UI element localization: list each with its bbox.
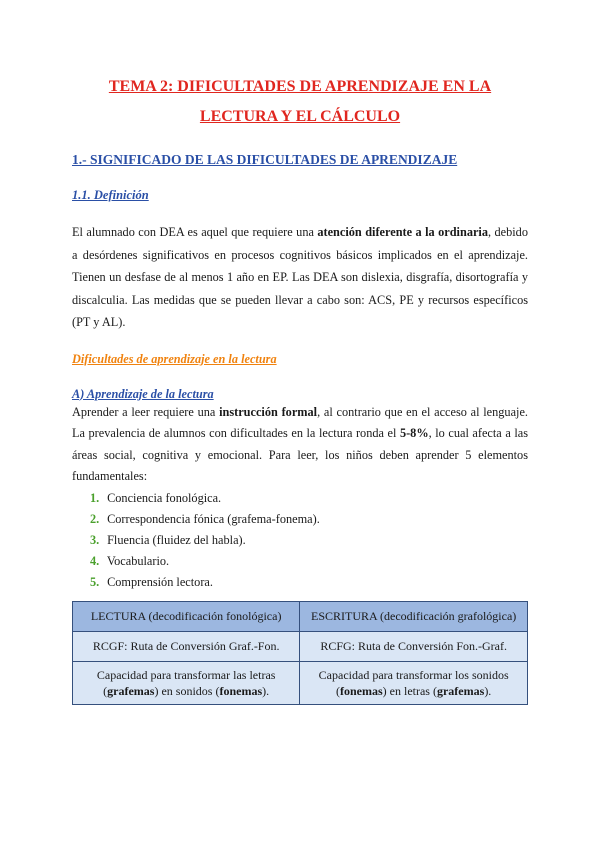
document-title bbox=[72, 72, 528, 132]
list-number: 2. bbox=[90, 511, 100, 526]
list-text: Correspondencia fónica (grafema-fonema). bbox=[107, 511, 320, 526]
title-line-2: LECTURA Y EL CÁLCULO bbox=[199, 108, 401, 125]
document-page bbox=[72, 72, 528, 705]
list-item bbox=[90, 488, 528, 509]
reading-text-3: , lo cual afecta a las áreas social, cognitiva y emocional. Para leer, los niños deben aprender 5 elementos fundamentales: bbox=[72, 426, 528, 483]
table-header-row bbox=[73, 601, 528, 631]
reading-difficulties-heading: Dificultades de aprendizaje en la lectura bbox=[72, 351, 277, 366]
cell-text: ) en sonidos ( bbox=[154, 683, 220, 698]
reading-text-2: , al contrario que en el acceso al lenguaje. La prevalencia de alumnos con dificultades en la lectura ronda el bbox=[72, 404, 528, 440]
title-line-1: TEMA 2: DIFICULTADES DE APRENDIZAJE EN LA bbox=[108, 78, 492, 95]
subsection-a-title: A) Aprendizaje de la lectura bbox=[72, 386, 214, 401]
table-row bbox=[73, 661, 528, 704]
list-text: Conciencia fonológica. bbox=[107, 490, 222, 505]
cell-text: ) en letras ( bbox=[382, 683, 437, 698]
cell-bold: grafemas bbox=[436, 683, 485, 698]
list-number: 1. bbox=[90, 490, 100, 505]
subsection-1-1-title: 1.1. Definición bbox=[72, 188, 149, 202]
cell-bold: grafemas bbox=[107, 683, 155, 698]
cell-text: ). bbox=[484, 683, 492, 698]
table-header-writing: ESCRITURA (decodificación grafológica) bbox=[300, 601, 528, 631]
list-text: Comprensión lectora. bbox=[107, 574, 213, 589]
reading-paragraph bbox=[72, 402, 528, 488]
table-cell-reading-capacity bbox=[73, 661, 300, 704]
section-1-title: 1.- SIGNIFICADO DE LAS DIFICULTADES DE APRENDIZAJE bbox=[72, 152, 458, 167]
list-text: Vocabulario. bbox=[106, 553, 170, 568]
reading-text-1: Aprender a leer requiere una bbox=[72, 404, 220, 419]
list-item bbox=[90, 551, 528, 572]
definition-bold-1: atención diferente a la ordinaria bbox=[317, 225, 488, 239]
cell-text: ). bbox=[262, 683, 270, 698]
reading-bold-2: 5-8% bbox=[399, 426, 429, 440]
reading-elements-list bbox=[72, 488, 528, 593]
list-item bbox=[90, 530, 528, 551]
reading-bold-1: instrucción formal bbox=[219, 404, 318, 419]
list-number: 3. bbox=[90, 532, 100, 547]
table-header-reading: LECTURA (decodificación fonológica) bbox=[73, 601, 300, 631]
reading-writing-table bbox=[72, 601, 528, 705]
list-item bbox=[90, 572, 528, 593]
cell-text: Capacidad para transformar las letras ( bbox=[96, 667, 276, 698]
list-text: Fluencia (fluidez del habla). bbox=[107, 532, 246, 547]
cell-text: Capacidad para transformar los sonidos ( bbox=[318, 667, 509, 698]
definition-text-2: , debido a desórdenes significativos en procesos cognitivos básicos implicados en el aprendizaje. Tienen un desfase de al menos 1 año en EP. Las DEA son dislexia, disgrafía, disortografía y discalculia. Las medidas que se pueden llevar a cabo son: ACS, PE y recursos específicos (PT y AL). bbox=[72, 225, 528, 329]
list-number: 5. bbox=[90, 574, 100, 589]
list-item bbox=[90, 509, 528, 530]
list-number: 4. bbox=[90, 553, 100, 568]
cell-bold: fonemas bbox=[340, 683, 383, 698]
definition-text-1: El alumnado con DEA es aquel que requiere una bbox=[72, 225, 318, 239]
table-cell-writing-capacity bbox=[300, 661, 528, 704]
table-cell-rcfg: RCFG: Ruta de Conversión Fon.-Graf. bbox=[300, 631, 528, 661]
cell-bold: fonemas bbox=[219, 683, 263, 698]
table-cell-rcgf: RCGF: Ruta de Conversión Graf.-Fon. bbox=[73, 631, 300, 661]
definition-paragraph bbox=[72, 221, 528, 334]
table-row bbox=[73, 631, 528, 661]
